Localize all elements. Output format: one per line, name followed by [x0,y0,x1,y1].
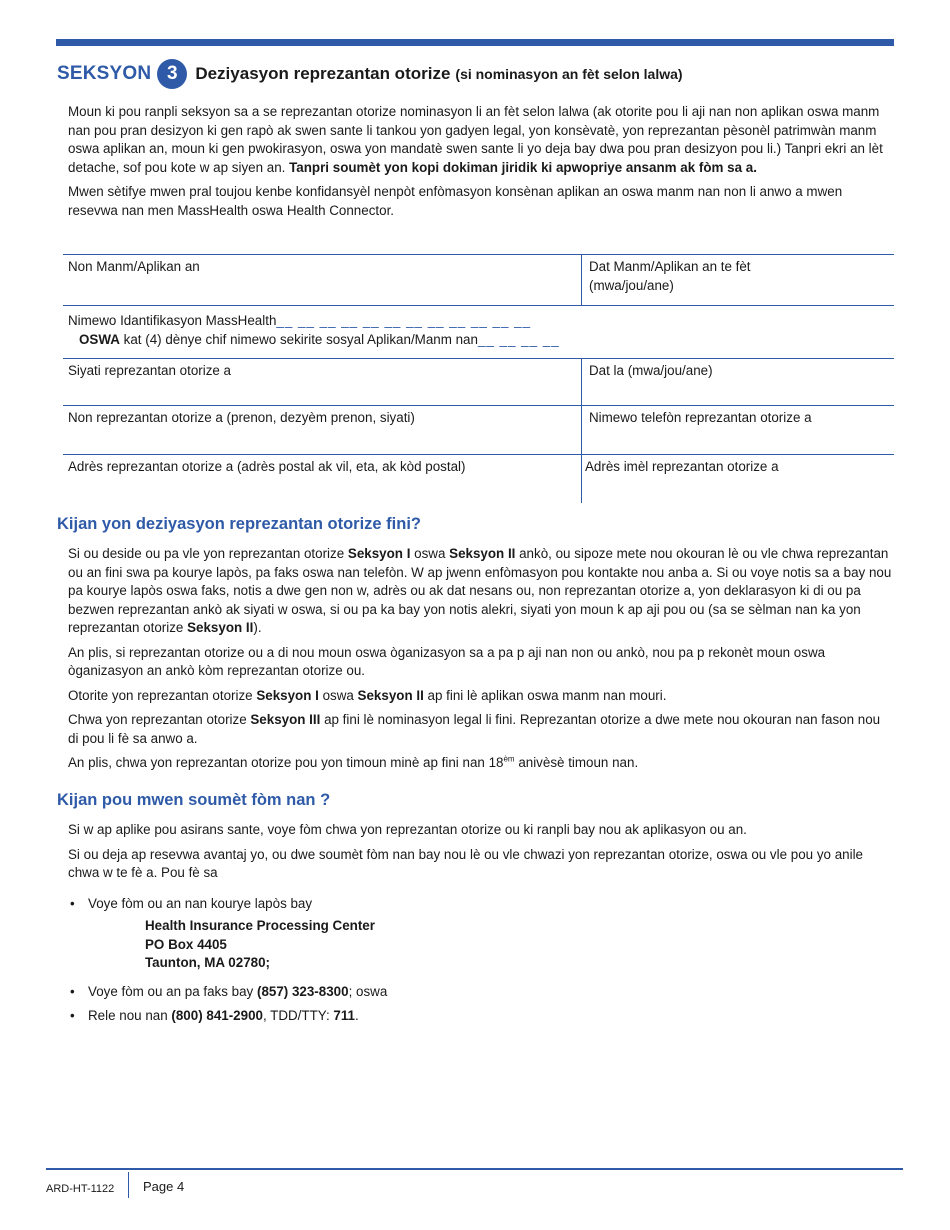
form-row-signature [63,359,894,406]
phone-number[interactable]: (800) 841-2900 [171,1008,263,1023]
mail-option: • Voye fòm ou an nan kourye lapòs bay Health Insurance Processing Center PO Box 4405 Taunton, MA 02780; [68,895,894,973]
section-header [57,58,683,90]
rep-address-field[interactable]: Adrès reprezantan otorize a (adrès postal ak vil, eta, ak kòd postal) [63,455,582,503]
member-name-field[interactable]: Non Manm/Aplikan an [63,255,582,305]
form-row-member [63,255,894,306]
section-word: SEKSYON [57,62,152,84]
id-field[interactable] [63,306,894,358]
signature-field[interactable]: Siyati reprezantan otorize a [63,359,582,405]
form-row-rep [63,406,894,455]
footer-divider [128,1172,129,1198]
end-paragraph-1: Si ou deside ou pa vle yon reprezantan otorize Seksyon I oswa Seksyon II ankò, ou sipoze mete nou okouran lè ou vle chwa reprezantan ou an fini swa pa kourye lapòs, pa faks oswa nan telefòn. W ap jwenn enfòmasyon pou kontakte nou anba a. Si ou voye notis sa a bay nou pa kourye lapòs oswa faks, notis a dwe gen non w, adrès ou ak dat nesans ou, non reprezantan otorize a, yon deklarasyon ki di ou pa bezwen reprezantan ankò ak siyati w oswa, si ou pa ka bay yon notis alekri, siyati yon moun k ap aji pou ou (sa se sèlman nan ka yon reprezantan otorize Seksyon II). [68,546,892,635]
masshealth-id-blanks[interactable]: __ __ __ __ __ __ __ __ __ __ __ __ [276,313,532,328]
submit-paragraph-1: Si w ap aplike pou asirans sante, voye fòm chwa yon reprezantan otorize ou ki ranpli bay nou ak aplikasyon ou an. [68,822,747,837]
ssn-line: OSWA kat (4) dènye chif nimewo sekirite sosyal Aplikan/Manm nan__ __ __ __ [79,331,560,347]
submit-section-block [68,821,894,1032]
fax-number[interactable]: (857) 323-8300 [256,983,349,999]
intro-paragraph-1: Moun ki pou ranpli seksyon sa a se reprezantan otorize nominasyon li an fèt selon lalwa (ak otorite pou li aji nan non aplikan oswa manm nan pou pran desizyon ki gen rapò ak swen sante li tankou yon gadyen legal, yon konsèvatè, yon reprezantan pèsonèl patrimwàn manm oswa aplikan an, moun ki gen pwokirasyon, oswa yon mandatè swen sante li yo deja bay dwa pou pran desizyon pou li.) Tanpri ekri an lèt detache, sof pou kote w ap siyen an. Tanpri soumèt yon kopi dokiman jiridik ki apwopriye ansanm ak fòm sa a. [68,104,883,175]
end-paragraph-2: An plis, si reprezantan otorize ou a di nou moun oswa òganizasyon sa a pa p aji nan non ou ankò, nou pa p rekonèt moun oswa òganizasyon an ankò kòm reprezantan otorize ou. [68,644,826,678]
date-field[interactable]: Dat la (mwa/jou/ane) [589,363,713,378]
section-subtitle: (si nominasyon an fèt selon lalwa) [455,65,683,82]
intro-paragraph-2: Mwen sètifye mwen pral toujou kenbe konfidansyèl nenpòt enfòmasyon konsènan aplikan an oswa manm nan non li anwo a mwen resevwa nan men MassHealth oswa Health Connector. [68,184,843,218]
rep-name-field[interactable]: Non reprezantan otorize a (prenon, dezyèm prenon, siyati) [63,406,582,454]
fax-option: • Voye fòm ou an pa faks bay (857) 323-8300; oswa [70,983,388,999]
submit-paragraph-2: Si ou deja ap resevwa avantaj yo, ou dwe soumèt fòm nan bay nou lè ou vle chwazi yon reprezantan otorize, oswa ou vle pou yo anile chwa w te fè a. Pou fè sa [68,846,863,880]
phone-option: • Rele nou nan (800) 841-2900, TDD/TTY: 711. [70,1008,359,1023]
rep-phone-field[interactable]: Nimewo telefòn reprezantan otorize a [589,410,812,425]
submit-section-heading: Kijan pou mwen soumèt fòm nan ? [57,791,331,809]
page-number: Page 4 [143,1179,185,1194]
intro-block [68,103,894,226]
member-dob-field[interactable]: Dat Manm/Aplikan an te fèt (mwa/jou/ane) [589,259,751,293]
masshealth-id-line: Nimewo Idantifikasyon MassHealth__ __ __ __ __ __ __ __ __ __ __ __ [68,313,532,328]
form-code: ARD-HT-1122 [46,1183,115,1195]
section-title: Deziyasyon reprezantan otorize [195,63,451,83]
mailing-address: Health Insurance Processing Center PO Box 4405 Taunton, MA 02780; [145,918,375,970]
submit-options-list [68,895,894,1026]
end-paragraph-4: Chwa yon reprezantan otorize Seksyon III ap fini lè nominasyon legal li fini. Reprezantan otorize a dwe mete nou okouran nan fason nou di pou li fè sa anwo a. [68,712,881,746]
end-paragraph-5: An plis, chwa yon reprezantan otorize pou yon timoun minè ap fini nan $18^{èm}$ anivèsè timoun nan. [68,754,639,770]
end-section-block [68,545,894,779]
bottom-rule [46,1168,903,1170]
end-paragraph-3: Otorite yon reprezantan otorize Seksyon I oswa Seksyon II ap fini lè aplikan oswa manm nan mouri. [68,687,667,703]
section-number-badge: 3 [157,59,187,89]
rep-email-field[interactable]: Adrès imèl reprezantan otorize a [585,459,779,474]
form-row-address [63,455,894,503]
representative-form [63,254,894,503]
end-section-heading: Kijan yon deziyasyon reprezantan otorize fini? [57,515,421,533]
top-rule [56,39,894,46]
ssn-blanks[interactable]: __ __ __ __ [477,331,560,347]
form-row-ids [63,306,894,359]
tty-number[interactable]: 711 [333,1008,356,1023]
